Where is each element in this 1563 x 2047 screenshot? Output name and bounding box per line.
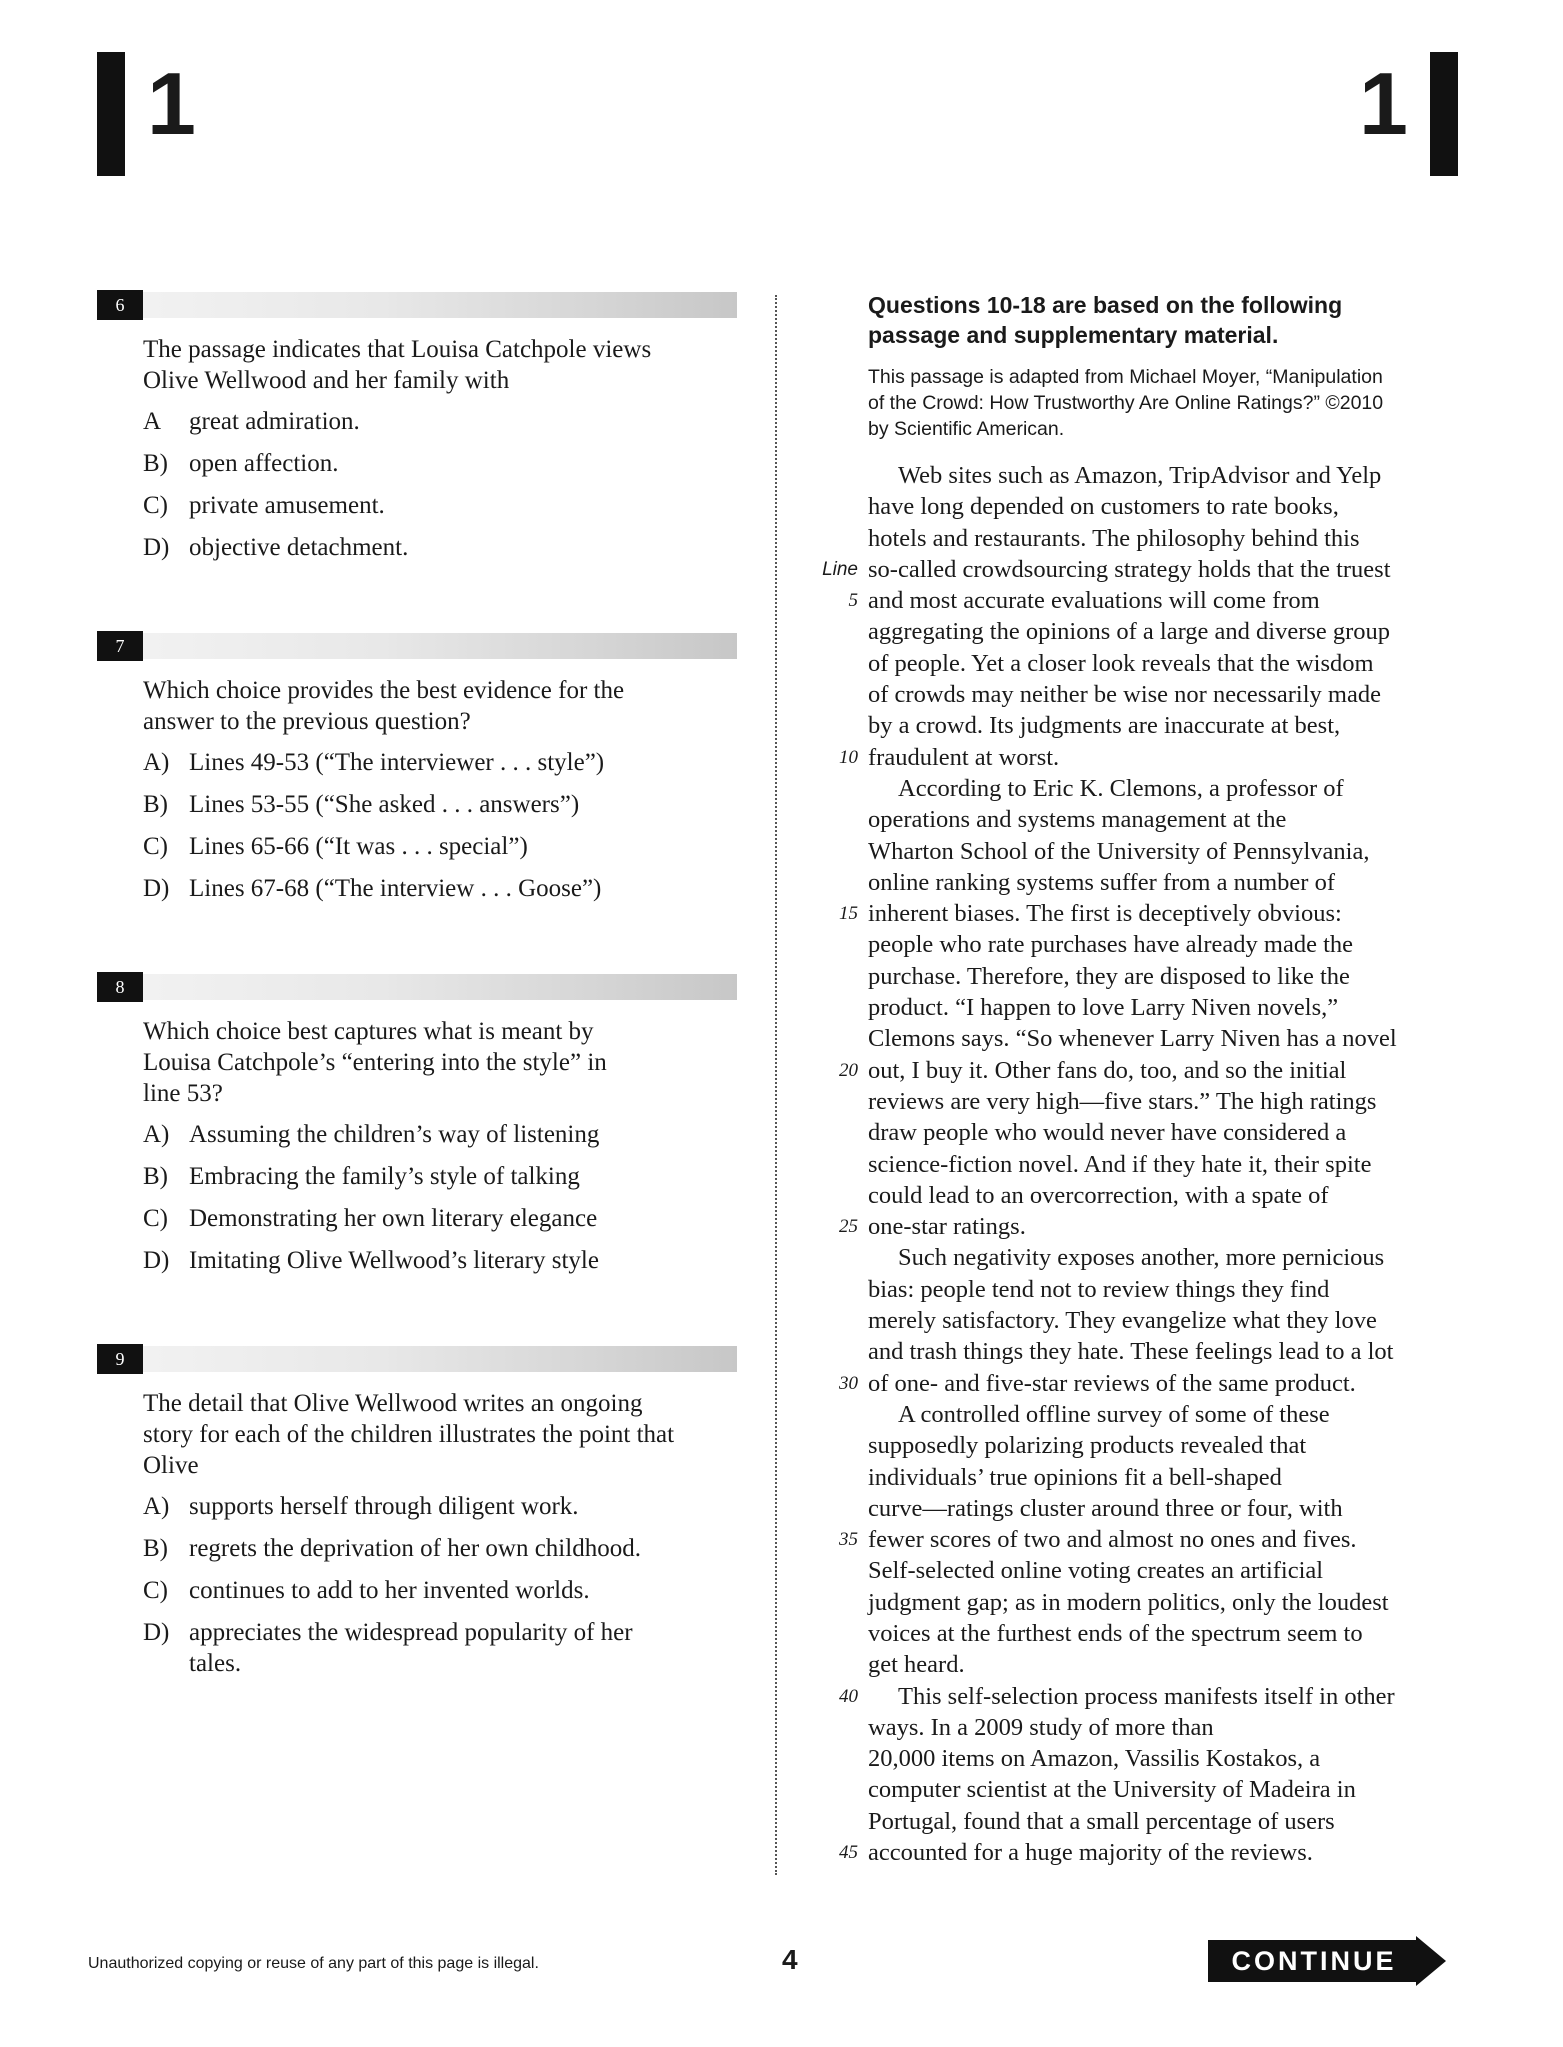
answer-choice-text: Embracing the family’s style of talking [189, 1163, 580, 1190]
question-block [97, 290, 737, 563]
line-label: Line [822, 558, 858, 580]
passage-line [868, 1242, 1468, 1273]
passage-line [868, 460, 1468, 491]
passage-line [839, 1211, 1468, 1242]
passage-line [868, 1149, 1468, 1180]
copyright-notice: Unauthorized copying or reuse of any part of this page is illegal. [88, 1955, 539, 1972]
passage-line-text: ways. In a 2009 study of more than [868, 1713, 1214, 1741]
passage-line [868, 648, 1468, 679]
passage-intro [868, 290, 1468, 350]
page-number: 4 [782, 1944, 798, 1975]
passage-line [822, 554, 1468, 585]
passage-line [868, 1806, 1468, 1837]
answer-choice-letter: B) [143, 450, 168, 477]
passage-line [839, 1524, 1468, 1555]
passage-line-text: aggregating the opinions of a large and diverse group [868, 618, 1391, 646]
passage-line-text: of people. Yet a closer look reveals that the wisdom [868, 649, 1374, 677]
question-stem-line: Olive [143, 1452, 199, 1479]
passage-line-text: online ranking systems suffer from a number of [868, 868, 1335, 896]
question-stem-line: The passage indicates that Louisa Catchpole views [143, 336, 652, 363]
passage-line-text: accounted for a huge majority of the reviews. [868, 1839, 1313, 1867]
passage-line [868, 1587, 1468, 1618]
passage-line-text: individuals’ true opinions fit a bell-shaped [868, 1463, 1282, 1491]
line-number: 10 [839, 746, 858, 768]
passage-line [868, 1462, 1468, 1493]
answer-choice[interactable] [97, 490, 737, 521]
answer-choice-text: appreciates the widespread popularity of her tales. [189, 1619, 633, 1677]
line-number: 15 [839, 903, 858, 925]
passage-line [868, 992, 1468, 1023]
passage-line [868, 773, 1468, 804]
passage-line [839, 1837, 1468, 1868]
answer-choice-letter: A) [143, 749, 170, 776]
section-bar-left [97, 52, 125, 176]
passage-line-text: fewer scores of two and almost no ones and fives. [868, 1526, 1357, 1554]
line-number: 35 [839, 1529, 858, 1551]
passage-line [868, 1555, 1468, 1586]
passage-line-text: by a crowd. Its judgments are inaccurate at best, [868, 712, 1341, 740]
passage-line-text: have long depended on customers to rate books, [868, 493, 1339, 521]
passage-line [868, 804, 1468, 835]
passage-line-text: computer scientist at the University of Madeira in [868, 1776, 1356, 1804]
source-line: This passage is adapted from Michael Moyer, “Manipulation [868, 366, 1383, 388]
answer-choice-text: Imitating Olive Wellwood’s literary style [189, 1247, 599, 1274]
continue-label: CONTINUE [1231, 1945, 1397, 1976]
question-stem-line: answer to the previous question? [143, 708, 471, 735]
answer-choice-text: Lines 67-68 (“The interview . . . Goose”) [189, 875, 602, 902]
answer-choice-letter: C) [143, 833, 168, 860]
passage-line-text: Clemons says. “So whenever Larry Niven has a novel [868, 1025, 1397, 1053]
question-block [97, 631, 737, 904]
answer-choice-text: Lines 53-55 (“She asked . . . answers”) [189, 791, 580, 818]
passage-line-text: This self-selection process manifests itself in other [898, 1682, 1395, 1710]
answer-choice-letter: C) [143, 492, 168, 519]
passage-line-text: operations and systems management at the [868, 806, 1287, 834]
answer-choice[interactable] [97, 1161, 737, 1192]
continue-arrow-icon [1416, 1936, 1446, 1986]
passage-line-text: Such negativity exposes another, more pernicious [898, 1244, 1385, 1272]
section-number-right: 1 [1359, 54, 1408, 153]
passage-line [868, 1180, 1468, 1211]
question-header [97, 1344, 737, 1374]
passage-line-text: According to Eric K. Clemons, a professor of [898, 774, 1344, 802]
passage-line-text: purchase. Therefore, they are disposed to like the [868, 962, 1350, 990]
line-number: 25 [839, 1216, 858, 1238]
question-stem-line: Louisa Catchpole’s “entering into the style” in [143, 1049, 607, 1076]
answer-choice[interactable] [97, 1245, 737, 1276]
passage-line-text: judgment gap; as in modern politics, only the loudest [868, 1588, 1389, 1616]
passage-line [868, 1649, 1468, 1680]
question-stem-line: Olive Wellwood and her family with [143, 367, 510, 394]
passage-line [868, 491, 1468, 522]
passage-line [868, 1618, 1468, 1649]
question-stem-line: The detail that Olive Wellwood writes an ongoing [143, 1390, 643, 1417]
section-header-right [1337, 52, 1458, 176]
passage-line [839, 898, 1468, 929]
answer-choice[interactable] [97, 747, 737, 778]
question-stem [97, 1388, 737, 1481]
passage-line [868, 1493, 1468, 1524]
answer-choice-text: Demonstrating her own literary elegance [189, 1205, 598, 1232]
question-stem [97, 334, 737, 396]
answer-choice-text: Lines 49-53 (“The interviewer . . . style”) [189, 749, 605, 776]
passage-line-text: supposedly polarizing products revealed that [868, 1432, 1307, 1460]
passage-line-text: voices at the furthest ends of the spectrum seem to [868, 1619, 1363, 1647]
question-header-band [143, 974, 737, 1000]
answer-choice-letter: B) [143, 791, 168, 818]
passage-line-text: out, I buy it. Other fans do, too, and so the initial [868, 1056, 1347, 1084]
question-stem-line: story for each of the children illustrates the point that [143, 1421, 675, 1448]
passage-line [868, 1086, 1468, 1117]
passage-line [868, 929, 1468, 960]
passage-line-text: bias: people tend not to review things they find [868, 1275, 1330, 1303]
passage-line-text: and trash things they hate. These feelings lead to a lot [868, 1338, 1394, 1366]
answer-choice[interactable] [97, 406, 737, 437]
answer-choice-letter: D) [143, 534, 170, 561]
passage-line-text: fraudulent at worst. [868, 743, 1060, 771]
answer-choice[interactable] [97, 448, 737, 479]
passage-line [839, 1055, 1468, 1086]
passage-line [868, 679, 1468, 710]
answer-choice-letter: C) [143, 1577, 168, 1604]
answer-choice[interactable] [97, 1491, 737, 1522]
answer-choice-text: continues to add to her invented worlds. [189, 1577, 590, 1604]
passage-line-text: reviews are very high—five stars.” The high ratings [868, 1087, 1377, 1115]
passage-line-text: Web sites such as Amazon, TripAdvisor and Yelp [898, 462, 1382, 489]
answer-choice-letter: A) [143, 1493, 170, 1520]
answer-choice-letter: B) [143, 1535, 168, 1562]
answer-choice-letter: D) [143, 875, 170, 902]
source-line: by Scientific American. [868, 418, 1065, 440]
passage-line [868, 1430, 1468, 1461]
passage-line-text: draw people who would never have considered a [868, 1119, 1347, 1147]
passage-line [868, 1774, 1468, 1805]
passage-line [868, 1743, 1468, 1774]
passage-line-text: A controlled offline survey of some of these [898, 1400, 1330, 1428]
passage-line [868, 1023, 1468, 1054]
question-stem-line: Which choice best captures what is meant by [143, 1018, 594, 1045]
passage-line [868, 836, 1468, 867]
intro-line: passage and supplementary material. [868, 322, 1279, 348]
passage-line-text: Wharton School of the University of Pennsylvania, [868, 837, 1370, 865]
passage-line-text: merely satisfactory. They evangelize what they love [868, 1307, 1377, 1335]
passage-line-text: one-star ratings. [868, 1213, 1026, 1241]
question-header-band [143, 633, 737, 659]
passage-line-text: science-fiction novel. And if they hate it, their spite [868, 1150, 1372, 1178]
question-header-band [143, 1346, 737, 1372]
passage-line [839, 1368, 1468, 1399]
section-number-left: 1 [147, 54, 196, 153]
question-number: 8 [97, 972, 143, 1002]
passage-line [868, 1712, 1468, 1743]
passage-line-text: product. “I happen to love Larry Niven novels,” [868, 994, 1339, 1022]
passage-line-text: and most accurate evaluations will come from [868, 587, 1320, 615]
answer-choice-text: regrets the deprivation of her own childhood. [189, 1535, 641, 1562]
question-header [97, 631, 737, 661]
question-number: 7 [97, 631, 143, 661]
answer-choice-text: Lines 65-66 (“It was . . . special”) [189, 833, 528, 860]
question-stem-line: Which choice provides the best evidence for the [143, 677, 625, 704]
passage-line-text: so-called crowdsourcing strategy holds that the truest [868, 555, 1391, 583]
passage-line-text: of one- and five-star reviews of the same product. [868, 1369, 1356, 1397]
passage-line [868, 1305, 1468, 1336]
question-header [97, 972, 737, 1002]
section-bar-right [1430, 52, 1458, 176]
answer-choice[interactable] [97, 532, 737, 563]
question-number: 9 [97, 1344, 143, 1374]
passage-line-text: get heard. [868, 1651, 965, 1679]
line-number: 45 [839, 1842, 858, 1864]
passage-line-text: could lead to an overcorrection, with a spate of [868, 1181, 1329, 1209]
passage-line [868, 961, 1468, 992]
passage-line [839, 742, 1468, 773]
column-divider [775, 295, 777, 1875]
source-line: of the Crowd: How Trustworthy Are Online Ratings?” ©2010 [868, 392, 1384, 414]
passage-text [822, 460, 1468, 1868]
passage-column [822, 290, 1468, 1868]
passage-source [868, 364, 1468, 442]
answer-choice[interactable] [97, 873, 737, 904]
answer-choice-letter: B) [143, 1163, 168, 1190]
question-block [97, 972, 737, 1276]
line-number: 5 [848, 590, 858, 612]
question-header [97, 290, 737, 320]
continue-button[interactable] [1208, 1936, 1448, 1986]
passage-line [868, 1117, 1468, 1148]
line-number: 30 [839, 1372, 858, 1394]
passage-line [868, 710, 1468, 741]
answer-choice-letter: C) [143, 1205, 168, 1232]
line-number: 40 [839, 1685, 858, 1707]
intro-line: Questions 10-18 are based on the following [868, 292, 1343, 318]
line-number: 20 [839, 1059, 858, 1081]
answer-choice[interactable] [97, 789, 737, 820]
answer-choice-text: objective detachment. [189, 534, 409, 561]
passage-line [868, 1274, 1468, 1305]
passage-line [839, 1681, 1468, 1712]
question-block [97, 1344, 737, 1679]
passage-line [868, 1336, 1468, 1367]
passage-line-text: 20,000 items on Amazon, Vassilis Kostakos, a [868, 1745, 1321, 1773]
passage-line [868, 867, 1468, 898]
answer-choice[interactable] [97, 1203, 737, 1234]
passage-line-text: Self-selected online voting creates an artificial [868, 1557, 1324, 1585]
answer-choice[interactable] [97, 1119, 737, 1150]
passage-line-text: of crowds may neither be wise nor necessarily made [868, 681, 1381, 709]
passage-line-text: Portugal, found that a small percentage of users [868, 1807, 1335, 1835]
passage-line [848, 585, 1468, 616]
question-stem [97, 675, 737, 737]
answer-choice-text: supports herself through diligent work. [189, 1493, 579, 1520]
questions-column [97, 290, 737, 1747]
answer-choice-letter: A [143, 408, 162, 435]
answer-choice-letter: D) [143, 1619, 170, 1646]
answer-choice-letter: D) [143, 1247, 170, 1274]
question-number: 6 [97, 290, 143, 320]
answer-choice-text: private amusement. [189, 492, 385, 519]
section-header-left [97, 52, 218, 176]
answer-choice-letter: A) [143, 1121, 170, 1148]
passage-line [868, 1399, 1468, 1430]
question-header-band [143, 292, 737, 318]
passage-line-text: inherent biases. The first is deceptively obvious: [868, 900, 1342, 928]
passage-line [868, 523, 1468, 554]
answer-choice-text: Assuming the children’s way of listening [189, 1121, 600, 1148]
answer-choice-text: great admiration. [189, 408, 360, 435]
answer-choice[interactable] [97, 831, 737, 862]
question-stem [97, 1016, 737, 1109]
passage-line-text: people who rate purchases have already made the [868, 931, 1354, 959]
answer-choice[interactable] [97, 1617, 737, 1679]
answer-choice[interactable] [97, 1533, 737, 1564]
passage-line-text: curve—ratings cluster around three or four, with [868, 1494, 1343, 1522]
passage-line [868, 616, 1468, 647]
question-stem-line: line 53? [143, 1080, 223, 1107]
answer-choice-text: open affection. [189, 450, 339, 477]
answer-choice[interactable] [97, 1575, 737, 1606]
passage-line-text: hotels and restaurants. The philosophy behind this [868, 524, 1360, 552]
